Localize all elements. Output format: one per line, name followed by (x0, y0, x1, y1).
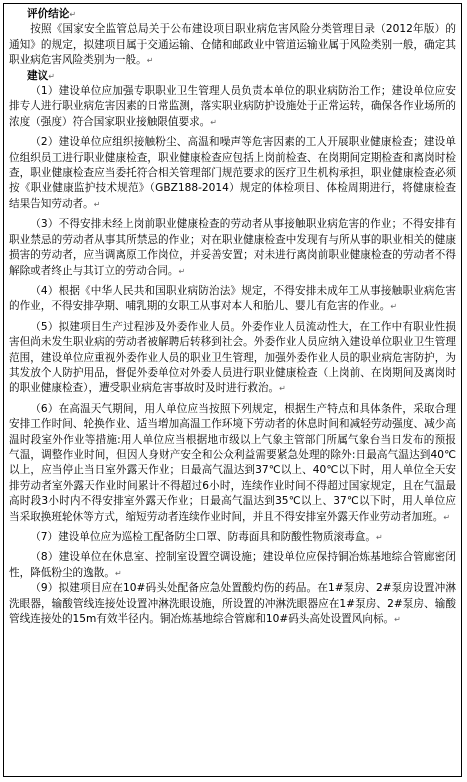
paragraph-mark: ↵ (390, 302, 398, 312)
document-body (3, 3, 462, 777)
suggestion-4: （4）根据《中华人民共和国职业病防治法》规定，不得安排未成年工从事接触职业病危害的作业，不得安排孕期、哺乳期的女职工从事对本人和胎儿、婴儿有危害的作业。↵ (9, 284, 456, 313)
suggestion-8: （8）建设单位在休息室、控制室设置空调设施；建设单位应保持铜冶炼基地综合管廊密闭性，降低粉尘的逸散。↵ (9, 551, 456, 579)
suggestion-1: （1）建设单位应加强专职职业卫生管理人员负责本单位的职业病防治工作；建设单位应安排专人进行职业病危害因素的日常监测，落实职业病防护设施处于正常运转，确保各作业场所的浓度（强度）符合国家职业接触限值要求。↵ (9, 85, 456, 128)
paragraph-mark: ↵ (146, 56, 154, 66)
suggestion-5: （5）拟建项目生产过程涉及外委作业人员。外委作业人员流动性大，在工作中有职业性损害但尚未发生职业病的劳动者被解聘后转移到社会。外委作业人员应纳入建设单位职业卫生管理范围，建设单位应重视外委作业人员的职业卫生管理，加强外委作业人员的职业病危害防护，为其发放个人防护用品，督促外委单位对外委人员进行职业健康检查（上岗前、在岗期间及离岗时的职业健康检查），遭受职业病危害事故时及时进行救治。↵ (9, 320, 456, 395)
heading-suggestions: 建议↵ (27, 69, 55, 82)
paragraph-mark: ↵ (443, 512, 451, 522)
paragraph-mark: ↵ (394, 615, 401, 625)
paragraph-mark: ↵ (210, 117, 217, 127)
paragraph-mark: ↵ (69, 10, 77, 19)
paragraph-mark: ↵ (375, 533, 383, 542)
suggestion-2: （2）建设单位应组织接触粉尘、高温和噪声等危害因素的工人开展职业健康检查；建设单位组织员工进行职业健康检查，职业健康检查应包括上岗前检查、在岗期间定期检查和离岗时检查，职业健康检查应当委托符合相关管理部门规范要求的医疗卫生机构承担，职业健康检查必须按《职业健康监护技术规范》（GBZ188-2014）规定的体检项目、体检周期进行，将健康检查结果告知劳动者。↵ (9, 136, 456, 210)
suggestion-6: （6）在高温天气期间，用人单位应当按照下列规定，根据生产特点和具体条件，采取合理安排工作时间、轮换作业、适当增加高温工作环境下劳动者的休息时间和减轻劳动强度、减少高温时段室外作业等措施:用人单位应当根据地市级以上气象主管部门所属气象台当日发布的预报气温，调整作业时间，但因人身财产安全和公众利益需要紧急处理的除外:日最高气温达到40℃以上，应当停止当日室外露天作业；日最高气温达到37℃以上、40℃以下时，用人单位全天安排劳动者室外露天作业时间累计不得超过6小时，连续作业时间不得超过国家规定，且在气温最高时段3小时内不得安排室外露天作业；日最高气温达到35℃以上、37℃以下时，用人单位应当采取换班轮休等方式，缩短劳动者连续作业时间，并且不得安排室外露天作业劳动者加班。↵ (9, 402, 456, 523)
suggestion-9: （9）拟建项目应在10#码头处配备应急处置酸灼伤的药品。在1#泵房、2#泵房设置冲淋洗眼器，输酸管线连接处设置冲淋洗眼设施，所设置的冲淋洗眼器应在1#泵房、2#泵房、输酸管线连接处的15m有效半径内。铜冶炼基地综合管廊和10#码头高处设置风向标。↵ (9, 582, 456, 626)
paragraph-mark: ↵ (279, 384, 286, 394)
conclusion-paragraph: 按照《国家安全监管总局关于公布建设项目职业病危害风险分类管理目录（2012年版）的通知》的规定，拟建项目属于交通运输、仓储和邮政业中管道运输业属于风险类别一般，确定其职业病危害风险类别为一般。↵ (9, 23, 456, 67)
paragraph-mark: ↵ (48, 71, 55, 81)
suggestion-7: （7）建设单位应为巡检工配备防尘口罩、防毒面具和防酸性物质滚毒盒。↵ (30, 531, 383, 543)
heading-conclusion: 评价结论↵ (27, 8, 77, 20)
paragraph-mark: ↵ (178, 266, 186, 276)
paragraph-mark: ↵ (114, 568, 122, 578)
paragraph-mark: ↵ (93, 199, 101, 209)
suggestion-3: （3）不得安排未经上岗前职业健康检查的劳动者从事接触职业病危害的作业；不得安排有职业禁忌的劳动者从事其所禁忌的作业；对在职业健康检查中发现有与所从事的职业相关的健康损害的劳动者，应当调离原工作岗位，并妥善安置；对未进行离岗前职业健康检查的劳动者不得解除或者终止与其订立的劳动合同。↵ (9, 218, 456, 277)
